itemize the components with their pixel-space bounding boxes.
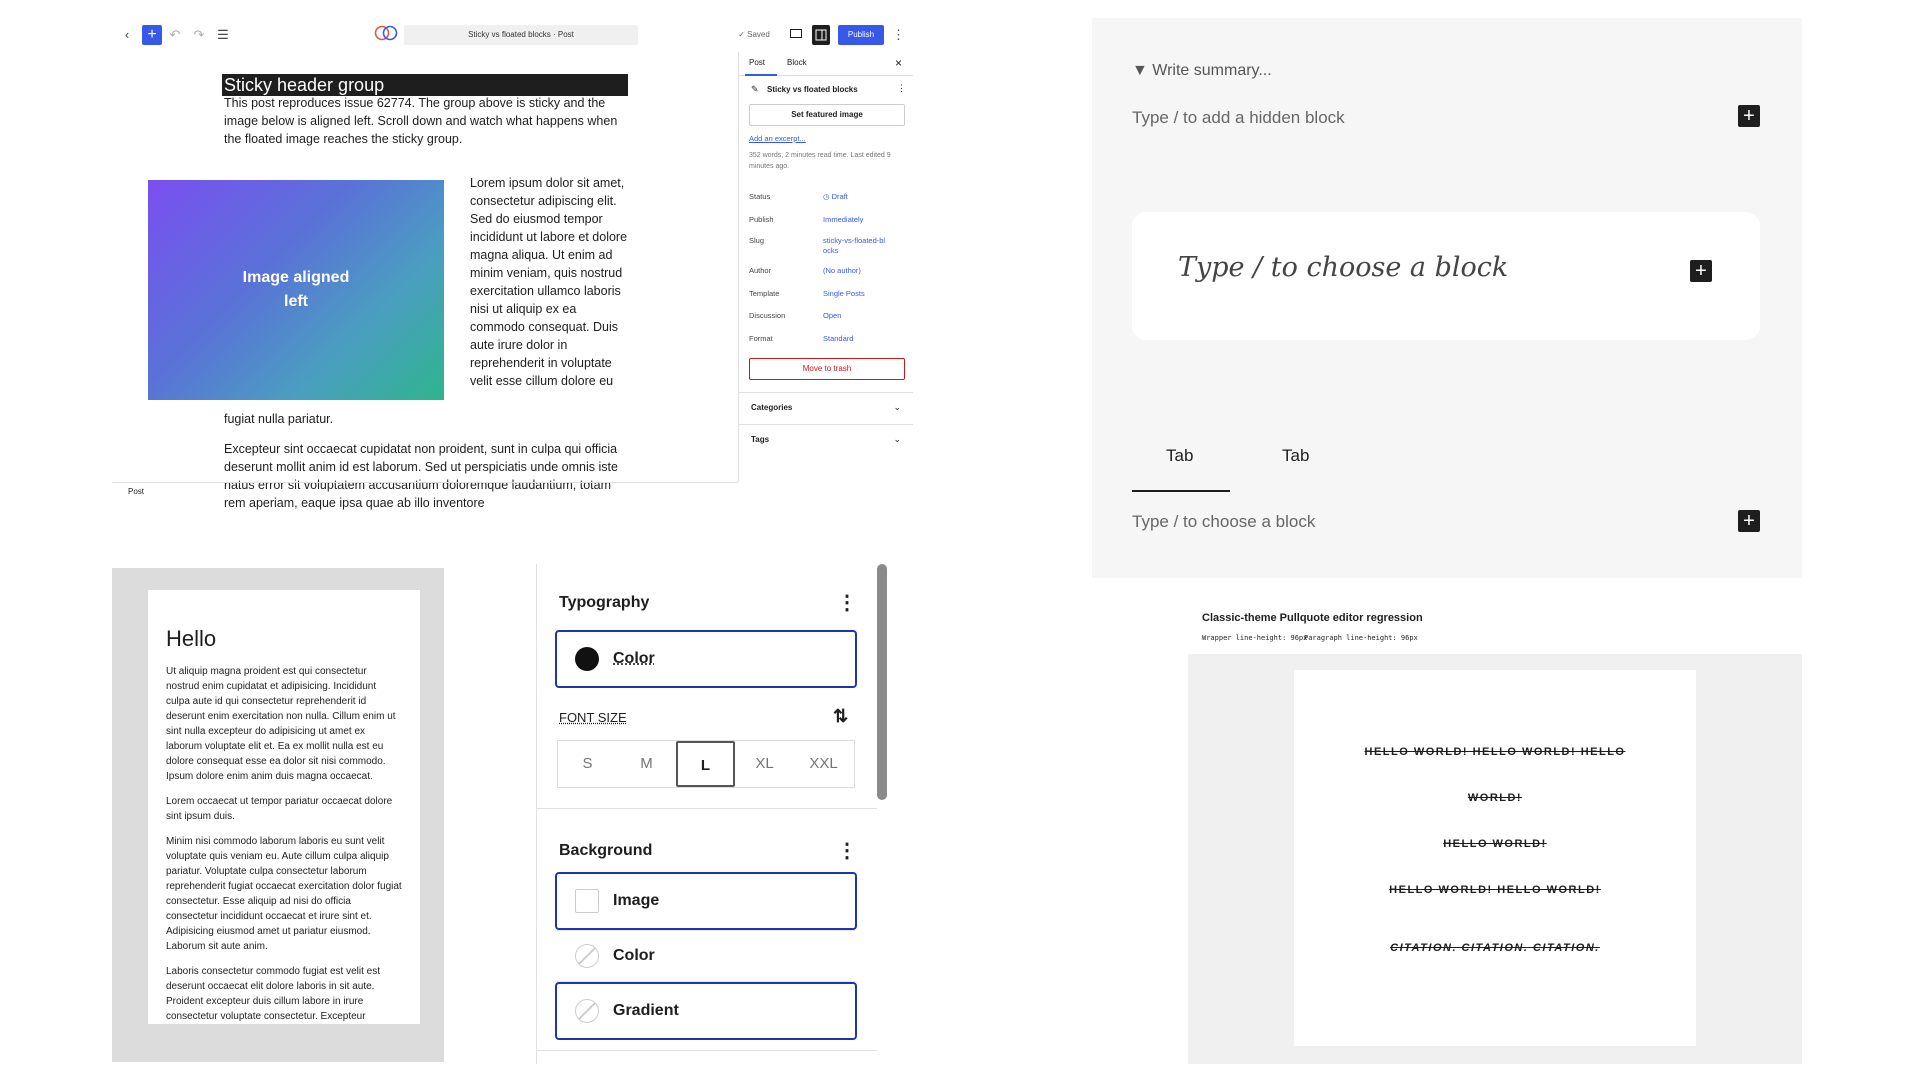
undo-icon[interactable]: ↶ [169, 27, 181, 42]
pullquote-citation: CITATION. CITATION. CITATION. [1390, 942, 1600, 954]
categories-section[interactable] [739, 392, 913, 424]
pullquote-text-line: WORLD! [1467, 792, 1523, 804]
image-swatch-icon [575, 889, 599, 913]
block-breadcrumb[interactable] [112, 482, 738, 498]
preview-paragraph: Lorem occaecat ut tempor pariatur occaecat dolore sint ipsum duis. [166, 796, 393, 822]
categories-label: Categories [751, 403, 793, 412]
chevron-down-icon: ⌄ [893, 402, 901, 412]
pullquote-text-line: HELLO WORLD! HELLO WORLD! HELLO [1364, 746, 1626, 758]
frontend-preview-panel [112, 568, 444, 1062]
serif-block-card [1132, 212, 1760, 340]
saved-status: ✓ Saved [738, 30, 770, 39]
discussion-value[interactable]: Open [823, 311, 842, 320]
background-title: Background [559, 842, 653, 859]
redo-icon[interactable]: ↷ [193, 27, 205, 42]
editor-canvas [112, 52, 738, 510]
author-value[interactable]: (No author) [823, 266, 861, 275]
hidden-block-placeholder[interactable]: Type / to add a hidden block [1132, 108, 1345, 127]
background-options-icon[interactable]: ⋮ [837, 840, 857, 862]
tab-post[interactable]: Post [749, 58, 766, 67]
font-size-xl[interactable]: XL [755, 755, 774, 772]
paragraph-line-height: Paragraph line-height: 96px [1304, 634, 1418, 642]
slug-label: Slug [749, 236, 765, 245]
back-icon[interactable]: ‹ [124, 27, 130, 42]
tab-content-placeholder[interactable]: Type / to choose a block [1132, 512, 1316, 531]
excepteur-paragraph[interactable]: Excepteur sint occaecat cupidatat non proident, sunt in culpa qui officia deserunt mollit anim id est laborum. Sed ut perspiciatis unde omnis iste natus error sit voluptatem accusantium doloremque laudantium, totam rem aperiam, eaque ipsa quae ab illo inventore [224, 442, 618, 510]
set-featured-image-button[interactable]: Set featured image [749, 104, 905, 126]
settings-panel-icon[interactable] [812, 25, 830, 45]
publish-label: Publish [749, 215, 774, 224]
details-summary[interactable]: ▼ Write summary... [1132, 62, 1272, 79]
template-value[interactable]: Single Posts [823, 289, 865, 298]
font-size-m[interactable]: M [640, 755, 653, 772]
active-tab-indicator [745, 74, 777, 76]
add-block-plus-icon[interactable]: + [1738, 510, 1760, 532]
font-size-l-selected[interactable]: L [676, 741, 735, 787]
template-label: Template [749, 289, 780, 298]
typography-options-icon[interactable]: ⋮ [837, 592, 857, 614]
close-icon[interactable]: × [895, 56, 903, 70]
font-size-picker [557, 740, 855, 788]
image-caption-text: Image aligned left [242, 269, 350, 310]
sidebar-post-title: Sticky vs floated blocks [767, 85, 858, 94]
active-tab-underline [1132, 490, 1230, 492]
background-color-option[interactable] [557, 930, 855, 982]
add-excerpt-link[interactable]: Add an excerpt... [749, 134, 806, 143]
status-value[interactable]: ◷ Draft [823, 192, 848, 201]
breadcrumb-post[interactable]: Post [128, 487, 145, 496]
list-view-icon[interactable]: ☰ [217, 27, 229, 42]
pullquote-text-line: HELLO WORLD! HELLO WORLD! [1389, 884, 1601, 896]
add-block-plus-icon[interactable]: + [1690, 260, 1712, 282]
section-divider [537, 808, 877, 809]
typography-title: Typography [559, 594, 650, 611]
document-title[interactable]: Sticky vs floated blocks · Post [404, 25, 638, 45]
slug-value[interactable]: sticky-vs-floated-blocks [823, 236, 886, 255]
author-label: Author [749, 266, 772, 275]
post-icon: ✎ [751, 84, 759, 94]
scrollbar[interactable] [877, 564, 887, 800]
empty-color-swatch-icon [575, 944, 599, 968]
background-gradient-option[interactable] [555, 982, 857, 1040]
discussion-label: Discussion [749, 311, 786, 320]
details-tabs-panel [1092, 18, 1802, 578]
empty-gradient-swatch-icon [575, 999, 599, 1023]
text-color-label: Color [613, 650, 655, 667]
editor-toolbar [112, 18, 912, 52]
background-image-option[interactable] [555, 872, 857, 930]
lorem-paragraph-floated[interactable]: Lorem ipsum dolor sit amet, consectetur adipiscing elit. Sed do eiusmod tempor incididunt ut labore et dolore magna aliqua. Ut enim ad minim veniam, quis nostrud exercitation ullamco laboris nisi ut aliquip ex ea commodo consequat. Duis aute irure dolor in reprehenderit in voluptate velit esse cillum dolore eu [470, 176, 628, 388]
custom-size-toggle-icon[interactable]: ⇅ [833, 706, 849, 726]
font-size-s[interactable]: S [582, 755, 593, 772]
text-color-option[interactable] [555, 630, 857, 688]
selected-heading-block[interactable]: Sticky header group [222, 74, 628, 96]
preview-page [148, 590, 420, 1024]
background-image-label: Image [613, 892, 660, 909]
publish-value[interactable]: Immediately [823, 215, 864, 224]
preview-paragraph: Ut aliquip magna proident est qui consectetur nostrud enim cupidatat et adipisicing. Incididunt culpa aute id qui consectetur reprehenderit id deserunt enim exercitation non nulla. Cillum enim ut sint nulla excepteur do adipisicing ut amet ex laborum voluptate elit et. Ea ex mollit nulla est eu dolore consequat esse ea dolor sit nisi commodo. Ipsum dolore enim anim duis magna occaecat. [166, 666, 396, 782]
preview-device-icon[interactable] [788, 25, 804, 45]
wrapper-line-height: Wrapper line-height: 96px [1202, 634, 1308, 642]
background-gradient-label: Gradient [613, 1002, 679, 1019]
tab-first[interactable]: Tab [1166, 446, 1194, 465]
editor-panel [112, 18, 912, 510]
preview-heading: Hello [166, 626, 217, 651]
preview-paragraph: Laboris consectetur commodo fugiat est velit est deserunt occaecat elit dolore laboris in sit aute. Proident excepteur duis cillum labore in irure consectetur voluptate consectetur. Excepteur [166, 966, 380, 1022]
sidebar-tabs [739, 52, 913, 76]
preview-paragraph: Minim nisi commodo laborum laboris eu sunt velit voluptate quis veniam eu. Aute cillum culpa aliquip pariatur. Voluptate culpa consectetur laborum reprehenderit fugiat occaecat exercitation dolor fugiat consectetur. Esse aliquip ad nisi do officia consectetur incididunt occaecat et irure sint et. Adipisicing eiusmod amet ut pariatur eiusmod. Laborum sit aute anim. [166, 836, 402, 952]
tags-label: Tags [751, 435, 770, 444]
post-meta-text: 352 words, 2 minutes read time. Last edited 9 minutes ago. [749, 152, 891, 170]
pullquote-title: Classic-theme Pullquote editor regression [1202, 612, 1423, 624]
site-logo-icon[interactable] [372, 25, 400, 45]
format-label: Format [749, 334, 773, 343]
pullquote-regression-panel [1188, 606, 1802, 1064]
status-label: Status [749, 192, 771, 201]
tab-block[interactable]: Block [787, 58, 807, 67]
image-block-aligned-left[interactable] [148, 180, 444, 400]
tab-second[interactable]: Tab [1282, 446, 1310, 465]
move-to-trash-button[interactable]: Move to trash [749, 358, 905, 380]
lorem-paragraph-end[interactable]: fugiat nulla pariatur. [224, 412, 334, 426]
chevron-down-icon: ⌄ [893, 434, 901, 444]
tags-section[interactable] [739, 424, 913, 456]
post-actions-icon[interactable]: ⋮ [897, 83, 906, 93]
typography-panel [536, 564, 892, 1064]
publish-button[interactable]: Publish [838, 25, 884, 45]
options-kebab-icon[interactable]: ⋮ [892, 27, 905, 42]
font-size-xxl[interactable]: XXL [809, 755, 838, 772]
pullquote-block[interactable] [1294, 670, 1696, 1046]
intro-paragraph[interactable]: This post reproduces issue 62774. The group above is sticky and the image below is aligned left. Scroll down and watch what happens when the floated image reaches the sticky group. [224, 96, 618, 146]
color-swatch-icon [575, 647, 599, 671]
add-block-button[interactable]: + [142, 25, 162, 45]
settings-sidebar [738, 52, 912, 482]
section-divider [537, 1050, 877, 1051]
pullquote-canvas [1188, 654, 1802, 1064]
background-color-label: Color [613, 947, 655, 964]
add-block-plus-icon[interactable]: + [1738, 105, 1760, 127]
pullquote-text-line: HELLO WORLD! [1443, 838, 1547, 850]
choose-block-serif-placeholder[interactable]: Type / to choose a block [1178, 252, 1509, 283]
status-value-text: Draft [831, 192, 848, 201]
format-value[interactable]: Standard [823, 334, 854, 343]
font-size-label: FONT SIZE [559, 710, 627, 725]
